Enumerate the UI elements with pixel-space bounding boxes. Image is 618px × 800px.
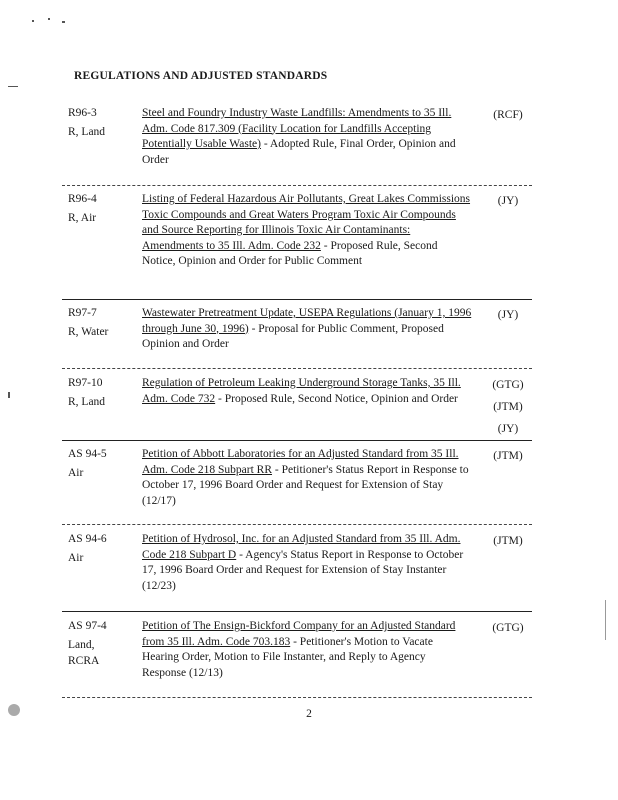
docket-category: Air — [68, 467, 84, 479]
section-heading: REGULATIONS AND ADJUSTED STANDARDS — [74, 70, 328, 82]
entry-action: - Petitioner's Status Report in Response to October 17, 1996 Board Order and Request for Extension of Stay (12/17) — [142, 463, 469, 507]
docket-category: R, Land — [68, 396, 106, 408]
docket-category: Land, RCRA — [68, 639, 100, 667]
staff-initials: (JTM) — [493, 535, 523, 547]
entry-description — [142, 106, 472, 168]
entry-action: - Proposed Rule, Second Notice, Opinion and Order — [215, 392, 458, 405]
docket-category: R, Land — [68, 126, 106, 138]
entry-title: Petition of Abbott Laboratories for an Adjusted Standard from 35 Ill. Adm. Code 218 Subpart RR — [142, 448, 459, 476]
docket-number: AS 94-5 Air — [68, 445, 138, 482]
staff-initials: (RCF) — [493, 109, 523, 121]
scan-speck — [32, 20, 34, 22]
scan-speck — [48, 18, 50, 20]
docket-number: AS 97-4 Land, RCRA — [68, 617, 138, 669]
entry-action: - Proposed Rule, Second Notice, Opinion and Order for Public Comment — [142, 239, 438, 267]
scan-speck — [8, 392, 10, 398]
entry-action: - Agency's Status Report in Response to October 17, 1996 Board Order and Request for Extension of Stay Instanter (12/23) — [142, 548, 464, 592]
entry-description — [142, 447, 472, 509]
docket-number: R97-7 R, Water — [68, 304, 138, 341]
entry-divider — [62, 368, 532, 369]
entry-divider — [62, 524, 532, 525]
scan-speck — [8, 86, 18, 87]
docket-number: R96-3 R, Land — [68, 104, 138, 141]
staff-initials: (JTM) — [493, 450, 523, 462]
entry-action: - Adopted Rule, Final Order, Opinion and Order — [142, 138, 456, 166]
entry-description — [142, 532, 472, 594]
entry-title: Listing of Federal Hazardous Air Pollutants, Great Lakes Commissions Toxic Compounds and Great Waters Program Toxic Air Compounds and Source Reporting for Illinois Toxic Air Contaminants: Amendments to 35 Ill. Adm. Code 232 — [142, 193, 471, 252]
entry-title: Petition of The Ensign-Bickford Company for an Adjusted Standard from 35 Ill. Adm. Code 703.183 — [142, 620, 456, 648]
docket-number: AS 94-6 Air — [68, 530, 138, 567]
entry-divider — [62, 611, 532, 612]
docket-number: R96-4 R, Air — [68, 190, 138, 227]
docket-category: R, Air — [68, 212, 97, 224]
staff-initials: (GTG) — [492, 622, 524, 634]
entry-divider — [62, 697, 532, 698]
entry-description — [142, 192, 472, 270]
entry-description — [142, 376, 472, 407]
entry-title: Steel and Foundry Industry Waste Landfills: Amendments to 35 Ill. Adm. Code 817.309 (Facility Location for Landfills Accepting Potentially Usable Waste) — [142, 107, 452, 150]
entry-action: - Proposal for Public Comment, Proposed Opinion and Order — [142, 322, 444, 350]
docket-category: R, Water — [68, 326, 109, 338]
scan-speck — [62, 21, 65, 23]
entry-description — [142, 619, 472, 681]
page-number: 2 — [306, 708, 312, 720]
entry-divider — [62, 440, 532, 441]
staff-initials: (GTG) (JTM) (JY) — [492, 379, 524, 435]
entry-description — [142, 306, 472, 353]
entry-action: - Petitioner's Motion to Vacate Hearing Order, Motion to File Instanter, and Reply to Agency Response (12/13) — [142, 635, 433, 679]
entry-title: Regulation of Petroleum Leaking Underground Storage Tanks, 35 Ill. Adm. Code 732 — [142, 377, 461, 405]
scan-speck — [8, 704, 20, 716]
scan-speck — [605, 600, 606, 640]
staff-initials: (JY) — [497, 309, 519, 321]
entry-title: Petition of Hydrosol, Inc. for an Adjusted Standard from 35 Ill. Adm. Code 218 Subpart D — [142, 533, 461, 561]
entry-title: Wastewater Pretreatment Update, USEPA Regulations (January 1, 1996 through June 30, 1996) — [142, 307, 472, 335]
entry-divider — [62, 185, 532, 186]
docket-category: Air — [68, 552, 84, 564]
docket-number: R97-10 R, Land — [68, 374, 138, 411]
entry-divider — [62, 299, 532, 300]
staff-initials: (JY) — [497, 195, 519, 207]
